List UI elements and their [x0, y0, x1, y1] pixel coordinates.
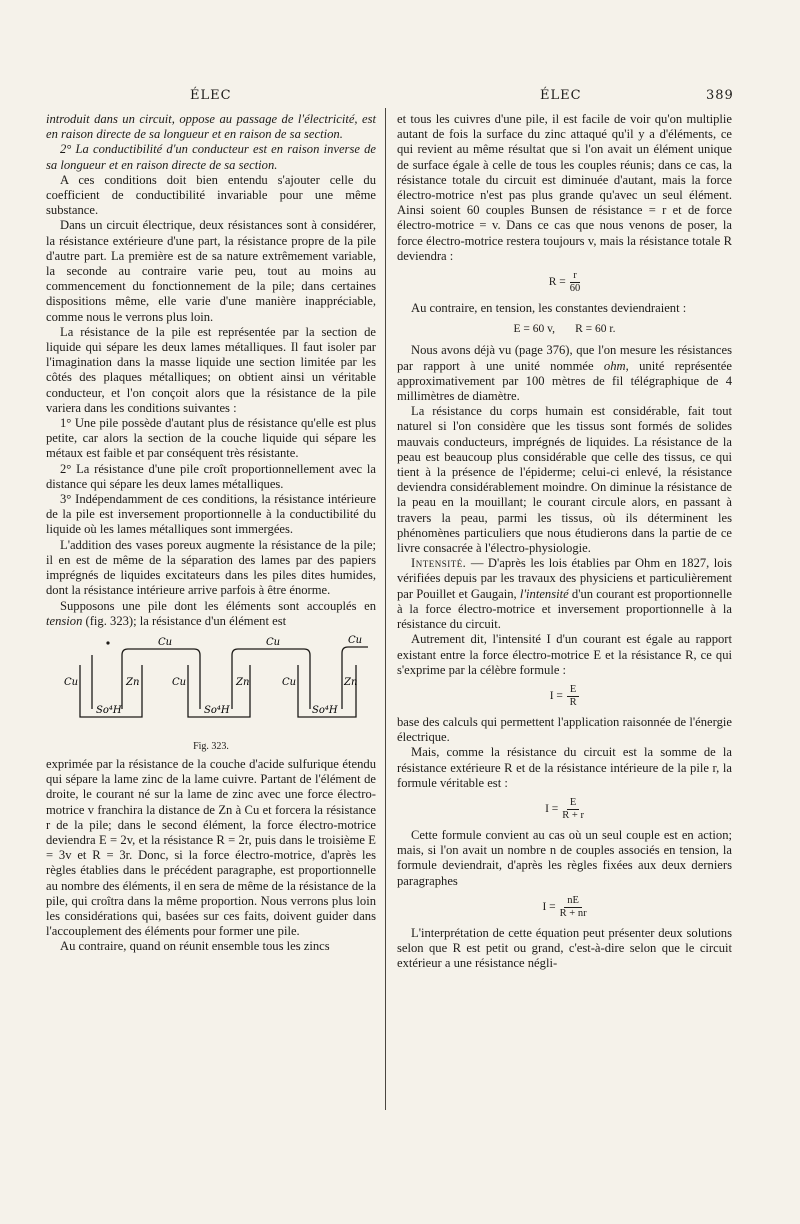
paragraph: base des calculs qui permettent l'application raisonnée de l'énergie électrique.: [397, 714, 732, 745]
fraction: [567, 684, 579, 709]
paragraph-text: (fig. 323); la résistance d'un élément est: [85, 613, 287, 628]
denominator: R: [569, 696, 577, 708]
figure-caption: Fig. 323.: [193, 740, 229, 752]
formula-lhs: I =: [549, 689, 563, 702]
numerator: E: [567, 797, 579, 810]
column-rule: [385, 108, 386, 1110]
fraction: [560, 895, 587, 920]
emphasis: tension: [46, 613, 83, 628]
paragraph: [397, 556, 732, 632]
connector-wire: [342, 647, 368, 671]
formula-lhs: I =: [545, 802, 559, 815]
formula: [397, 895, 732, 920]
left-column: [46, 112, 376, 955]
label-cu-top: Cu: [348, 634, 363, 646]
label-acid: So⁴H: [204, 704, 230, 716]
formula: [397, 270, 732, 295]
paragraph-text: Nous avons déjà vu (page 376), que l'on mesure les résistances par rapport à une unité nommée: [397, 343, 732, 373]
paragraph: Au contraire, en tension, les constantes deviendraient :: [411, 301, 687, 316]
paragraph: introduit dans un circuit, oppose au passage de l'électricité, est en raison directe de sa longueur et en raison de sa section.: [46, 112, 376, 142]
paragraph: 2° La résistance d'une pile croît proportionnellement avec la distance qui sépare les deux lames métalliques.: [46, 461, 376, 491]
label-cu-side: Cu: [282, 676, 297, 688]
fraction: [562, 797, 584, 822]
page-number: 389: [706, 88, 734, 103]
label-zn: Zn: [344, 676, 358, 688]
paragraph: L'addition des vases poreux augmente la résistance de la pile; il en est de même de la séparation des lames par des papiers imprégnés de liquides excitateurs dans les piles dites humides, dont la résistance intérieure arrive parfois à être énorme.: [46, 537, 376, 598]
formula: E = 60 v, R = 60 r.: [513, 323, 616, 336]
paragraph-text: — D'après les lois établies par Ohm en 1827, lois vérifiées depuis par les travaux des physiciens et particulièrement par Pouillet et Gaugain,: [397, 556, 732, 601]
paragraph: [46, 599, 376, 629]
paragraph: La résistance de la pile est représentée par la section de liquide qui sépare les deux lames métalliques. Il faut isoler par l'imagination dans la masse liquide une section limitée par les côtés des plaques métalliques; on obtient ainsi un véritable conducteur, et l'on conçoit alors que la résistance de la pile variera dans les conditions suivantes :: [46, 324, 376, 415]
formula: [397, 684, 732, 709]
denominator: 60: [569, 283, 581, 295]
label-zn: Zn: [236, 676, 250, 688]
label-cu-side: Cu: [64, 676, 79, 688]
formula-lhs: I =: [542, 900, 556, 913]
paragraph: Autrement dit, l'intensité I d'un courant est égale au rapport existant entre la force électro-motrice E et la résistance R, ce qui s'exprime par la célèbre formule :: [397, 632, 732, 677]
paragraph: exprimée par la résistance de la couche d'acide sulfurique étendu qui sépare la lame zinc de la lame cuivre. Partant de l'élément de droite, le courant né sur la lame de zinc avec une force électro-motrice v franchira la distance de Zn à Cu et forcera la résistance r de la pile; dans le second élément, la force électro-motrice deviendra E = 2v, et la résistance R = 2r, puis dans le troisième E = 3v et R = 3r. Donc, si la force électro-motrice, d'après les règles établies dans le précédent paragraphe, est proportionnelle au nombre des éléments, il en sera de même de la résistance de la pile, qui croîtra dans la même proportion. Nous verrons plus loin les considérations qui, basées sur ces faits, doivent guider dans l'accouplement des éléments pour former une pile.: [46, 756, 376, 939]
paragraph: L'interprétation de cette équation peut présenter deux solutions selon que R est petit ou grand, c'est-à-dire selon que le circuit extérieur a une résistance négli-: [397, 925, 732, 971]
paragraph: La résistance du corps humain est considérable, fait tout naturel si l'on considère que les tissus sont formés de solides mauvais conducteurs, imprégnés de liquides. La résistance de la peau est beaucoup plus considérable que celle des tissus, ce qui tient à la présence de l'épiderme; celui-ci enlevé, la résistance deviendra considérablement moindre. On diminue la résistance de la peau en la mouillant; le courant circule alors, en passant à travers la peau, parmi les tissus, où ils déterminent les phénomènes particuliers que nous étudierons dans la partie de ce livre consacrée à l'électro-physiologie.: [397, 404, 732, 556]
paragraph: [397, 343, 732, 404]
paragraph-text: unité représentée approximativement par 100 mètres de fil télégraphique de 4 millimètres de diamètre.: [397, 358, 732, 404]
emphasis: ohm,: [603, 358, 629, 373]
running-head-center: ÉLEC: [540, 88, 582, 103]
paragraph: Au contraire, quand on réunit ensemble tous les zincs: [60, 939, 330, 954]
paragraph: 2° La conductibilité d'un conducteur est en raison inverse de sa longueur et en raison directe de sa section.: [46, 142, 376, 172]
label-zn: Zn: [126, 676, 140, 688]
paragraph: et tous les cuivres d'une pile, il est facile de voir qu'on multiplie autant de fois la surface du zinc attaqué qu'il y a d'éléments, ce qui revient au même résultat que si l'on avait un élément unique de surface égale à celle de tous les couples réunis; dans ce cas, la résistance totale du circuit est diminuée d'autant, mais la force électro-motrice n'est pas plus grande qu'avec un seul élément. Ainsi soient 60 couples Bunsen de résistance = r et de force électro-motrice = v. Dans ce cas que nous venons de poser, la force électro-motrice restera toujours v, mais la résistance totale R deviendra :: [397, 112, 732, 263]
dot-mark: [106, 641, 109, 644]
label-cu-side: Cu: [172, 676, 187, 688]
fraction: [570, 270, 581, 295]
figure-323: [46, 635, 376, 753]
label-cu-top: Cu: [158, 636, 173, 648]
denominator: R + nr: [559, 907, 587, 919]
right-column: [397, 112, 732, 971]
denominator: R + r: [562, 809, 584, 821]
section-heading: Intensité.: [411, 556, 467, 571]
paragraph: 3° Indépendamment de ces conditions, la résistance intérieure de la pile est inversement proportionnelle à la conductibilité du liquide où les lames métalliques sont immergées.: [46, 492, 376, 537]
paragraph: Mais, comme la résistance du circuit est la somme de la résistance extérieure R et de la résistance intérieure de la pile r, la formule véritable est :: [397, 745, 732, 790]
paragraph: 1° Une pile possède d'autant plus de résistance qu'elle est plus petite, car alors la section de la couche liquide qui sépare les métaux est faible et par conséquent très résistante.: [46, 416, 376, 461]
paragraph-text: Supposons une pile dont les éléments sont accouplés en: [60, 598, 376, 613]
battery-diagram: [50, 635, 372, 739]
numerator: r: [570, 270, 580, 283]
label-acid: So⁴H: [96, 704, 122, 716]
label-cu-top: Cu: [266, 636, 281, 648]
running-head: [0, 88, 800, 108]
label-acid: So⁴H: [312, 704, 338, 716]
emphasis: l'intensité: [519, 586, 569, 601]
paragraph: Dans un circuit électrique, deux résistances sont à considérer, la résistance extérieure d'une part, la résistance propre de la pile d'autre part. La première est de sa nature extrêmement variable, la seconde au contraire varie peu, tout au moins au commencement du fonctionnement de la pile; dans certaines dispositions même, elle varie d'une manière inappréciable, comme nous le verrons plus loin.: [46, 218, 376, 324]
formula-lhs: R =: [548, 275, 566, 288]
paragraph: A ces conditions doit bien entendu s'ajouter celle du coefficient de conductibilité invariable pour une même substance.: [46, 172, 376, 218]
running-head-left: ÉLEC: [190, 88, 232, 103]
paragraph-text: d'un courant est proportionnelle à la force électro-motrice et inversement proportionnelle à la résistance du circuit.: [397, 586, 732, 632]
formula: [397, 797, 732, 822]
numerator: E: [567, 684, 579, 697]
numerator: nE: [564, 895, 582, 908]
paragraph: Cette formule convient au cas où un seul couple est en action; mais, si l'on avait un nombre n de couples associés en tension, la formule deviendrait, d'après les règles fixées aux deux derniers paragraphes: [397, 827, 732, 888]
